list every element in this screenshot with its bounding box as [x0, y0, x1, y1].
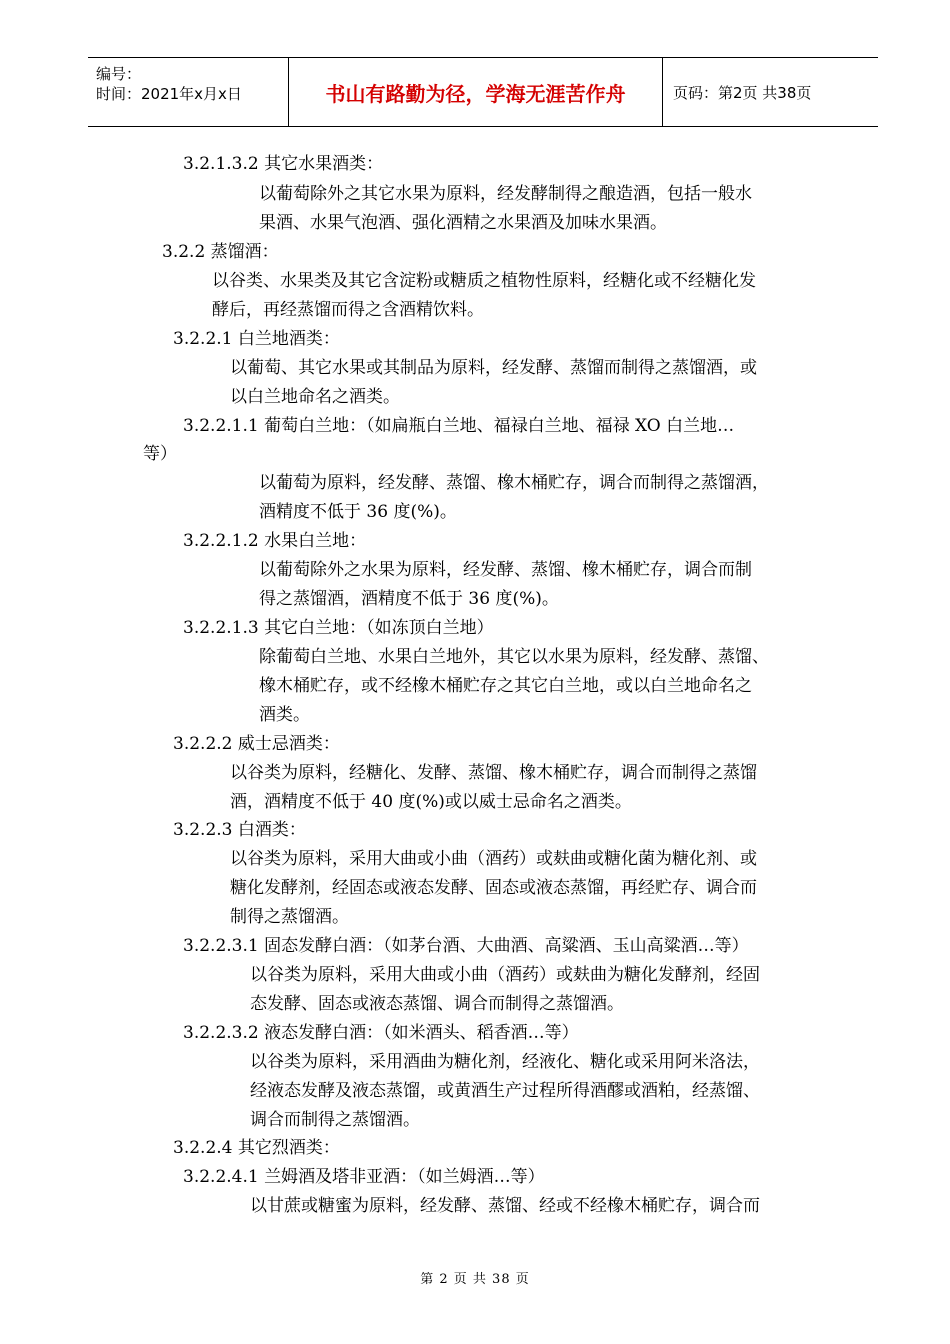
text-line: 糖化发酵剂，经固态或液态发酵、固态或液态蒸馏，再经贮存、调合而 — [230, 878, 757, 898]
text-line: 以谷类、水果类及其它含淀粉或糖质之植物性原料，经糖化或不经糖化发 — [212, 271, 756, 291]
text-line: 以谷类为原料，采用大曲或小曲（酒药）或麸曲或糖化菌为糖化剂、或 — [230, 849, 757, 869]
text-line: 等） — [143, 444, 177, 464]
header-table — [88, 57, 878, 127]
text-line: 以白兰地命名之酒类。 — [230, 387, 400, 407]
text-line: 调合而制得之蒸馏酒。 — [250, 1110, 420, 1130]
text-line: 果酒、水果气泡酒、强化酒精之水果酒及加味水果酒。 — [259, 213, 667, 233]
text-line: 3.2.2.1.2 水果白兰地： — [183, 531, 367, 551]
page-footer: 第 2 页 共 38 页 — [420, 1272, 530, 1287]
text-line: 酒类。 — [259, 705, 310, 725]
text-line: 除葡萄白兰地、水果白兰地外，其它以水果为原料，经发酵、蒸馏、 — [259, 647, 769, 667]
text-line: 3.2.2.3.2 液态发酵白酒：（如米酒头、稻香酒…等） — [183, 1023, 579, 1043]
text-line: 3.2.2.3.1 固态发酵白酒：（如茅台酒、大曲酒、高粱酒、玉山高粱酒…等） — [183, 936, 749, 956]
header-slogan: 书山有路勤为径，学海无涯苦作舟 — [288, 58, 663, 126]
text-line: 以谷类为原料，采用酒曲为糖化剂，经液化、糖化或采用阿米洛法， — [250, 1052, 760, 1072]
text-line: 3.2.2.1 白兰地酒类： — [173, 329, 340, 349]
text-line: 以葡萄为原料，经发酵、蒸馏、橡木桶贮存，调合而制得之蒸馏酒， — [259, 473, 769, 493]
text-line: 酵后，再经蒸馏而得之含酒精饮料。 — [212, 300, 484, 320]
text-line: 态发酵、固态或液态蒸馏、调合而制得之蒸馏酒。 — [250, 994, 624, 1014]
text-line: 以谷类为原料，采用大曲或小曲（酒药）或麸曲为糖化发酵剂，经固 — [250, 965, 760, 985]
text-line: 3.2.2 蒸馏酒： — [162, 242, 279, 262]
text-line: 3.2.2.4 其它烈酒类： — [173, 1138, 340, 1158]
text-line: 制得之蒸馏酒。 — [230, 907, 349, 927]
text-line: 酒精度不低于 36 度(%)。 — [259, 502, 457, 522]
text-line: 橡木桶贮存，或不经橡木桶贮存之其它白兰地，或以白兰地命名之 — [259, 676, 752, 696]
document-time-label: 时间：2021年x月x日 — [96, 85, 242, 103]
text-line: 3.2.2.1.3 其它白兰地：（如冻顶白兰地） — [183, 618, 494, 638]
text-line: 酒，酒精度不低于 40 度(%)或以威士忌命名之酒类。 — [230, 792, 632, 812]
text-line: 以甘蔗或糖蜜为原料，经发酵、蒸馏、经或不经橡木桶贮存，调合而 — [250, 1196, 760, 1216]
document-code-label: 编号： — [96, 65, 142, 83]
text-line: 3.2.2.3 白酒类： — [173, 820, 306, 840]
text-line: 3.2.2.2 威士忌酒类： — [173, 734, 340, 754]
text-line: 得之蒸馏酒，酒精度不低于 36 度(%)。 — [259, 589, 559, 609]
text-line: 3.2.2.1.1 葡萄白兰地：（如扁瓶白兰地、福禄白兰地、福禄 XO 白兰地… — [183, 416, 735, 436]
header-page-number: 页码：第2页 共38页 — [673, 83, 812, 102]
text-line: 以葡萄除外之水果为原料，经发酵、蒸馏、橡木桶贮存，调合而制 — [259, 560, 752, 580]
text-line: 以谷类为原料，经糖化、发酵、蒸馏、橡木桶贮存，调合而制得之蒸馏 — [230, 763, 757, 783]
text-line: 以葡萄除外之其它水果为原料，经发酵制得之酿造酒，包括一般水 — [259, 184, 752, 204]
text-line: 3.2.1.3.2 其它水果酒类： — [183, 154, 384, 174]
header-meta — [88, 58, 288, 126]
text-line: 经液态发酵及液态蒸馏，或黄酒生产过程所得酒醪或酒粕，经蒸馏、 — [250, 1081, 760, 1101]
text-line: 以葡萄、其它水果或其制品为原料，经发酵、蒸馏而制得之蒸馏酒，或 — [230, 358, 757, 378]
text-line: 3.2.2.4.1 兰姆酒及塔非亚酒：（如兰姆酒…等） — [183, 1167, 545, 1187]
